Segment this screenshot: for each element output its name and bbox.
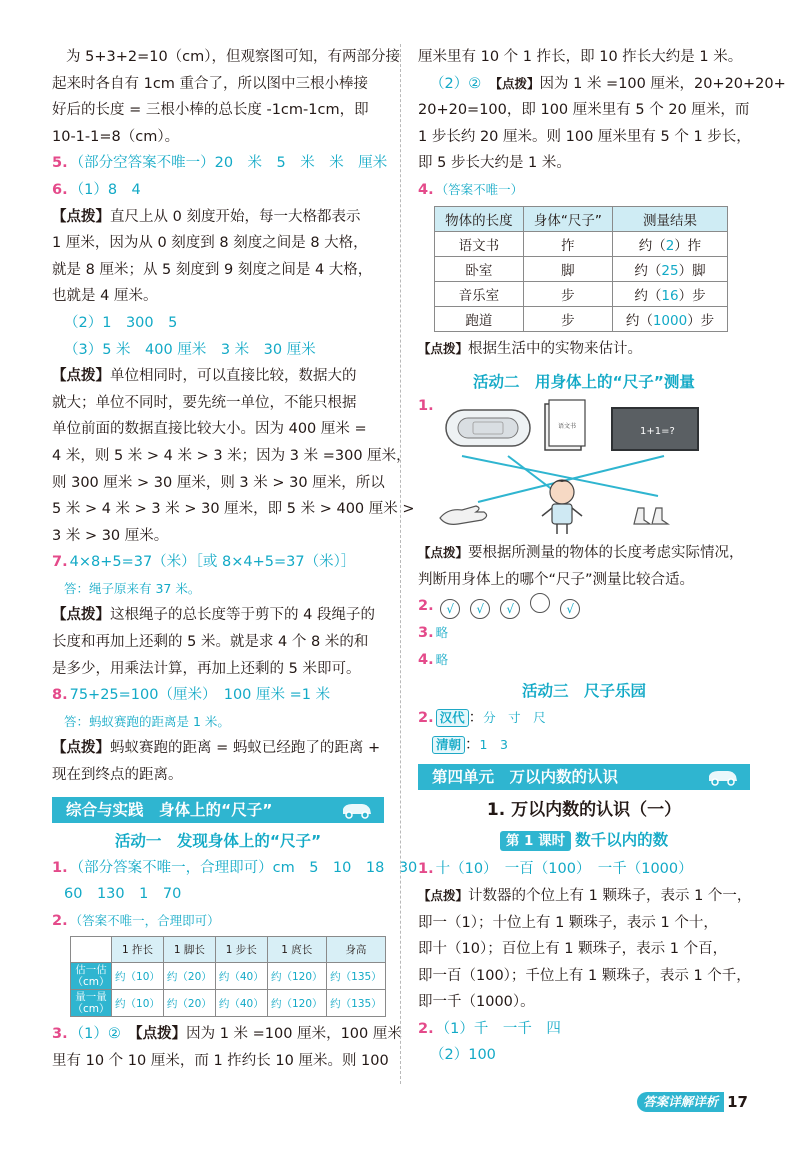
tip-line bbox=[52, 602, 384, 629]
cell-suffix: ）脚 bbox=[678, 262, 706, 279]
tip-label: 【点拨】 bbox=[135, 1026, 187, 1043]
tip-text: 因为 1 米 =100 厘米，20+20+20+ bbox=[539, 75, 786, 92]
answer-text: （3）5 米 400 厘米 3 米 30 厘米 bbox=[64, 341, 316, 358]
answer-text: （2）1 300 5 bbox=[64, 314, 178, 331]
table-cell: 约（20） bbox=[163, 963, 215, 990]
answer-text: 60 130 1 70 bbox=[64, 886, 182, 903]
tip-text: 单位相同时，可以直接比较，数据大的 bbox=[110, 368, 357, 385]
tip-text: 因为 1 米 =100 厘米，100 厘米 bbox=[186, 1026, 402, 1043]
left-column bbox=[52, 44, 418, 1075]
banner-title: 第四单元 万以内数的认识 bbox=[432, 768, 619, 787]
table-header-row bbox=[435, 206, 728, 231]
table-cell: 脚 bbox=[523, 256, 612, 281]
question-number: 3. bbox=[52, 1026, 68, 1043]
estimate-measure-table bbox=[70, 936, 386, 1017]
question-number: 2. bbox=[418, 598, 434, 615]
tip-label: 【点拨】 bbox=[418, 340, 469, 356]
activity-answer-2 bbox=[52, 908, 384, 935]
tip-line: 1 步长约 20 厘米。则 100 厘米里有 5 个 1 步长， bbox=[418, 128, 751, 145]
tip-text: 直尺上从 0 刻度开始，每一大格都表示 bbox=[110, 208, 361, 225]
measurement-table bbox=[434, 206, 728, 332]
activity-heading: 活动二 用身体上的“尺子”测量 bbox=[473, 373, 695, 392]
activity-heading: 活动三 尺子乐园 bbox=[521, 682, 646, 701]
answer-text: （部分空答案不唯一）20 米 5 米 米 厘米 bbox=[69, 155, 388, 172]
table-header: 1 脚长 bbox=[163, 937, 215, 963]
question-number: 3. bbox=[418, 624, 434, 641]
text-line: 厘米里有 10 个 1 拃长，即 10 拃长大约是 1 米。 bbox=[418, 49, 743, 65]
book-icon bbox=[545, 400, 585, 450]
row-header: 估一估（cm） bbox=[72, 964, 110, 989]
tip-line bbox=[418, 540, 750, 567]
tip-line: 即一百（100）；千位上有 1 颗珠子，表示 1 个千， bbox=[418, 967, 751, 984]
tip-label: 【点拨】 bbox=[52, 208, 110, 225]
table-row bbox=[71, 963, 386, 990]
tip-line bbox=[418, 71, 786, 98]
table-row bbox=[435, 231, 728, 256]
question-number: 2. bbox=[418, 1020, 434, 1037]
tip-line bbox=[418, 883, 750, 910]
banner-title: 综合与实践 身体上的“尺子” bbox=[66, 800, 273, 819]
table-header: 测量结果 bbox=[613, 206, 728, 231]
tip-line: 单位前面的数据直接比较大小。因为 400 厘米 = bbox=[52, 421, 367, 438]
tip-text: 根据生活中的实物来估计。 bbox=[468, 340, 643, 357]
page-footer bbox=[637, 1090, 748, 1114]
table-header: 物体的长度 bbox=[435, 206, 524, 231]
table-cell: 约（135） bbox=[326, 963, 385, 990]
matching-illustration bbox=[418, 396, 750, 536]
tip-line: 即一（1）；十位上有 1 颗珠子，表示 1 个十， bbox=[418, 914, 718, 931]
question-number: 8. bbox=[52, 687, 68, 704]
row-header: 量一量（cm） bbox=[72, 991, 110, 1016]
chapter-title: 1. 万以内数的认识（一） bbox=[486, 800, 682, 821]
answer-text: 分 寸 尺 bbox=[483, 710, 546, 726]
cell-value: 16 bbox=[661, 287, 679, 304]
table-row bbox=[435, 306, 728, 331]
tip-line: 里有 10 个 10 厘米，而 1 拃约长 10 厘米。则 100 bbox=[52, 1053, 389, 1069]
table-cell: 音乐室 bbox=[435, 281, 524, 306]
table-row bbox=[71, 990, 386, 1017]
question-number: 2. bbox=[418, 710, 434, 727]
table-cell bbox=[613, 231, 728, 256]
answer-6 bbox=[52, 177, 384, 204]
cell-value: 2 bbox=[665, 237, 675, 254]
text-line: 为 5+3+2=10（cm），但观察图可知，有两部分接 bbox=[66, 49, 401, 65]
lesson-heading bbox=[418, 826, 750, 854]
answer-text: 略 bbox=[435, 651, 449, 667]
table-header: 身高 bbox=[326, 937, 385, 963]
tip-line: 就是 8 厘米；从 5 刻度到 9 刻度之间是 4 大格， bbox=[52, 261, 373, 278]
table-cell: 约（40） bbox=[215, 990, 267, 1017]
answer-text: （答案不唯一，合理即可） bbox=[69, 912, 220, 928]
table-cell: 拃 bbox=[523, 231, 612, 256]
tip-label: 【点拨】 bbox=[495, 75, 540, 91]
table-cell: 约（40） bbox=[215, 963, 267, 990]
car-icon bbox=[706, 767, 740, 787]
car-icon bbox=[340, 800, 374, 820]
answer-7 bbox=[52, 549, 384, 576]
answer-text: （1）8 4 bbox=[69, 181, 141, 198]
tip-line: 即 5 步长大约是 1 米。 bbox=[418, 155, 571, 172]
right-column bbox=[418, 44, 786, 1069]
question-number: 1. bbox=[418, 398, 434, 415]
answer-4 bbox=[418, 647, 750, 674]
cell-value: 25 bbox=[661, 262, 679, 279]
answer-8 bbox=[52, 682, 384, 709]
answer-text: 75+25=100（厘米） 100 厘米 =1 米 bbox=[69, 687, 331, 704]
tip-line bbox=[52, 735, 384, 762]
tip-text: 要根据所测量的物体的长度考虑实际情况， bbox=[468, 545, 744, 562]
question-number: 4. bbox=[418, 651, 434, 668]
tip-line: 现在到终点的距离。 bbox=[52, 767, 183, 784]
question-number: 5. bbox=[52, 155, 68, 172]
cell-suffix: ）步 bbox=[687, 312, 715, 329]
table-cell bbox=[613, 281, 728, 306]
tip-label: 【点拨】 bbox=[52, 740, 110, 757]
tip-line bbox=[52, 204, 384, 231]
answer-statement: 答：绳子原来有 37 米。 bbox=[64, 580, 201, 596]
answer-4 bbox=[418, 177, 750, 204]
question-number: 6. bbox=[52, 181, 68, 198]
tip-text: 计数器的个位上有 1 颗珠子，表示 1 个一， bbox=[468, 887, 752, 904]
child-figure-icon bbox=[542, 480, 582, 534]
table-row bbox=[435, 256, 728, 281]
unit-banner bbox=[418, 764, 750, 790]
answer-text: 略 bbox=[435, 624, 449, 640]
table-cell: 语文书 bbox=[435, 231, 524, 256]
cell-prefix: 约（ bbox=[638, 237, 666, 254]
table-row bbox=[435, 281, 728, 306]
tip-line: 是多少，用乘法计算，再加上还剩的 5 米即可。 bbox=[52, 660, 361, 677]
matching-exercise bbox=[418, 396, 750, 536]
question-number: 2. bbox=[52, 912, 68, 929]
table-cell: 约（10） bbox=[112, 963, 164, 990]
tip-line bbox=[52, 363, 384, 390]
tip-line: 就大；单位不同时，要先统一单位，不能只根据 bbox=[52, 394, 357, 411]
question-number: 1. bbox=[52, 859, 68, 876]
table-cell bbox=[613, 306, 728, 331]
activity-heading: 活动一 发现身体上的“尺子” bbox=[114, 831, 322, 850]
answer-3 bbox=[418, 620, 750, 647]
cell-prefix: 约（ bbox=[634, 262, 662, 279]
answer-2: 2. 汉代 ：分 寸 尺 bbox=[418, 710, 546, 727]
text-line: 10-1-1=8（cm）。 bbox=[52, 128, 180, 145]
activity-answer-1 bbox=[52, 855, 418, 882]
tip-line: 5 米 > 4 米 > 3 米 > 30 厘米，即 5 米 > 400 厘米 > bbox=[52, 501, 415, 518]
table-header: 身体“尺子” bbox=[523, 206, 612, 231]
answer-1 bbox=[418, 856, 750, 883]
cell-prefix: 约（ bbox=[625, 312, 653, 329]
cell-prefix: 约（ bbox=[634, 287, 662, 304]
footer-label: 答案详解详析 bbox=[637, 1092, 724, 1112]
tip-label: 【点拨】 bbox=[52, 607, 110, 624]
answer-5 bbox=[52, 150, 388, 177]
feet-icon bbox=[634, 508, 668, 524]
tip-text: 这根绳子的总长度等于剪下的 4 段绳子的 bbox=[110, 607, 375, 624]
table-cell: 卧室 bbox=[435, 256, 524, 281]
tip-text: 蚂蚁赛跑的距离 = 蚂蚁已经跑了的距离 + bbox=[110, 740, 381, 757]
cell-value: 1000 bbox=[652, 312, 688, 329]
board-equation: 1+1=? bbox=[640, 426, 675, 438]
answer-text: （1）千 一千 四 bbox=[435, 1020, 561, 1037]
answer-text: 十（10） 一百（100） 一千（1000） bbox=[435, 861, 693, 878]
table-header: 1 拃长 bbox=[112, 937, 164, 963]
answer-text: 1 3 bbox=[479, 736, 508, 752]
answer-2-line2: 清朝 ：1 3 bbox=[418, 732, 750, 759]
answer-text: （答案不唯一） bbox=[435, 181, 524, 197]
tip-line: 也就是 4 厘米。 bbox=[52, 288, 158, 305]
section-banner bbox=[52, 797, 384, 823]
tip-line bbox=[418, 336, 750, 363]
tip-line: 长度和再加上还剩的 5 米。就是求 4 个 8 米的和 bbox=[52, 634, 369, 651]
blackboard-icon bbox=[612, 408, 698, 450]
book-label: 语文书 bbox=[557, 423, 577, 431]
table-cell bbox=[613, 256, 728, 281]
table-corner bbox=[71, 937, 112, 963]
text-line: 起来时各自有 1cm 重合了，所以图中三根小棒接 bbox=[52, 75, 369, 92]
question-number: 1. bbox=[418, 861, 434, 878]
tip-line: 即一千（1000）。 bbox=[418, 994, 535, 1011]
check-circle bbox=[530, 593, 550, 613]
check-circle: √ bbox=[500, 599, 520, 619]
tip-line: 4 米，则 5 米 > 4 米 > 3 米；因为 3 米 =300 厘米， bbox=[52, 447, 411, 464]
table-header: 1 庹长 bbox=[267, 937, 326, 963]
lesson-tag: 第 1 课时 bbox=[500, 831, 571, 851]
cell-suffix: ）拃 bbox=[674, 237, 702, 254]
tip-label: 【点拨】 bbox=[418, 887, 469, 903]
check-circle: √ bbox=[440, 599, 460, 619]
answer-text: （2）② bbox=[430, 75, 482, 92]
table-cell: 约（120） bbox=[267, 990, 326, 1017]
check-circle: √ bbox=[470, 599, 490, 619]
text-line: 好后的长度 = 三根小棒的总长度 -1cm-1cm，即 bbox=[52, 102, 369, 119]
answer-2 bbox=[418, 1016, 750, 1043]
cell-suffix: ）步 bbox=[678, 287, 706, 304]
tip-line: 判断用身体上的哪个“尺子”测量比较合适。 bbox=[418, 571, 695, 588]
check-circle: √ bbox=[560, 599, 580, 619]
hand-icon bbox=[440, 506, 487, 524]
page-number: 17 bbox=[727, 1093, 748, 1111]
question-number: 7. bbox=[52, 554, 68, 571]
tip-label: 【点拨】 bbox=[52, 368, 110, 385]
question-number: 4. bbox=[418, 181, 434, 198]
table-cell: 跑道 bbox=[435, 306, 524, 331]
activity-answer-3 bbox=[52, 1021, 402, 1048]
table-cell: 步 bbox=[523, 306, 612, 331]
column-divider bbox=[400, 44, 401, 1084]
tip-line: 20+20=100，即 100 厘米里有 5 个 20 厘米，而 bbox=[418, 102, 750, 119]
table-cell: 约（135） bbox=[326, 990, 385, 1017]
tip-line: 3 米 > 30 厘米。 bbox=[52, 527, 169, 544]
table-header-row bbox=[71, 937, 386, 963]
answer-text: 4×8+5=37（米）［或 8×4+5=37（米）］ bbox=[69, 554, 356, 571]
table-cell: 约（10） bbox=[112, 990, 164, 1017]
keyword-badge: 汉代 bbox=[436, 709, 469, 727]
table-header: 1 步长 bbox=[215, 937, 267, 963]
tip-line: 则 300 厘米 > 30 厘米，则 3 米 > 30 厘米，所以 bbox=[52, 474, 385, 491]
table-cell: 步 bbox=[523, 281, 612, 306]
lesson-title: 数千以内的数 bbox=[575, 831, 669, 850]
answer-circles bbox=[418, 593, 750, 620]
answer-text: （2）100 bbox=[430, 1047, 496, 1064]
keyword-badge: 清朝 bbox=[432, 736, 465, 754]
answer-statement: 答：蚂蚁赛跑的距离是 1 米。 bbox=[64, 713, 230, 729]
answer-text: （1）② bbox=[69, 1026, 121, 1043]
tip-line: 即十（10）；百位上有 1 颗珠子，表示 1 个百， bbox=[418, 941, 728, 958]
tip-line: 1 厘米，因为从 0 刻度到 8 刻度之间是 8 大格， bbox=[52, 235, 368, 252]
table-cell: 约（120） bbox=[267, 963, 326, 990]
answer-text: （部分答案不唯一，合理即可）cm 5 10 18 30 bbox=[69, 859, 418, 876]
track-icon bbox=[446, 410, 530, 446]
tip-label: 【点拨】 bbox=[418, 545, 469, 561]
table-cell: 约（20） bbox=[163, 990, 215, 1017]
